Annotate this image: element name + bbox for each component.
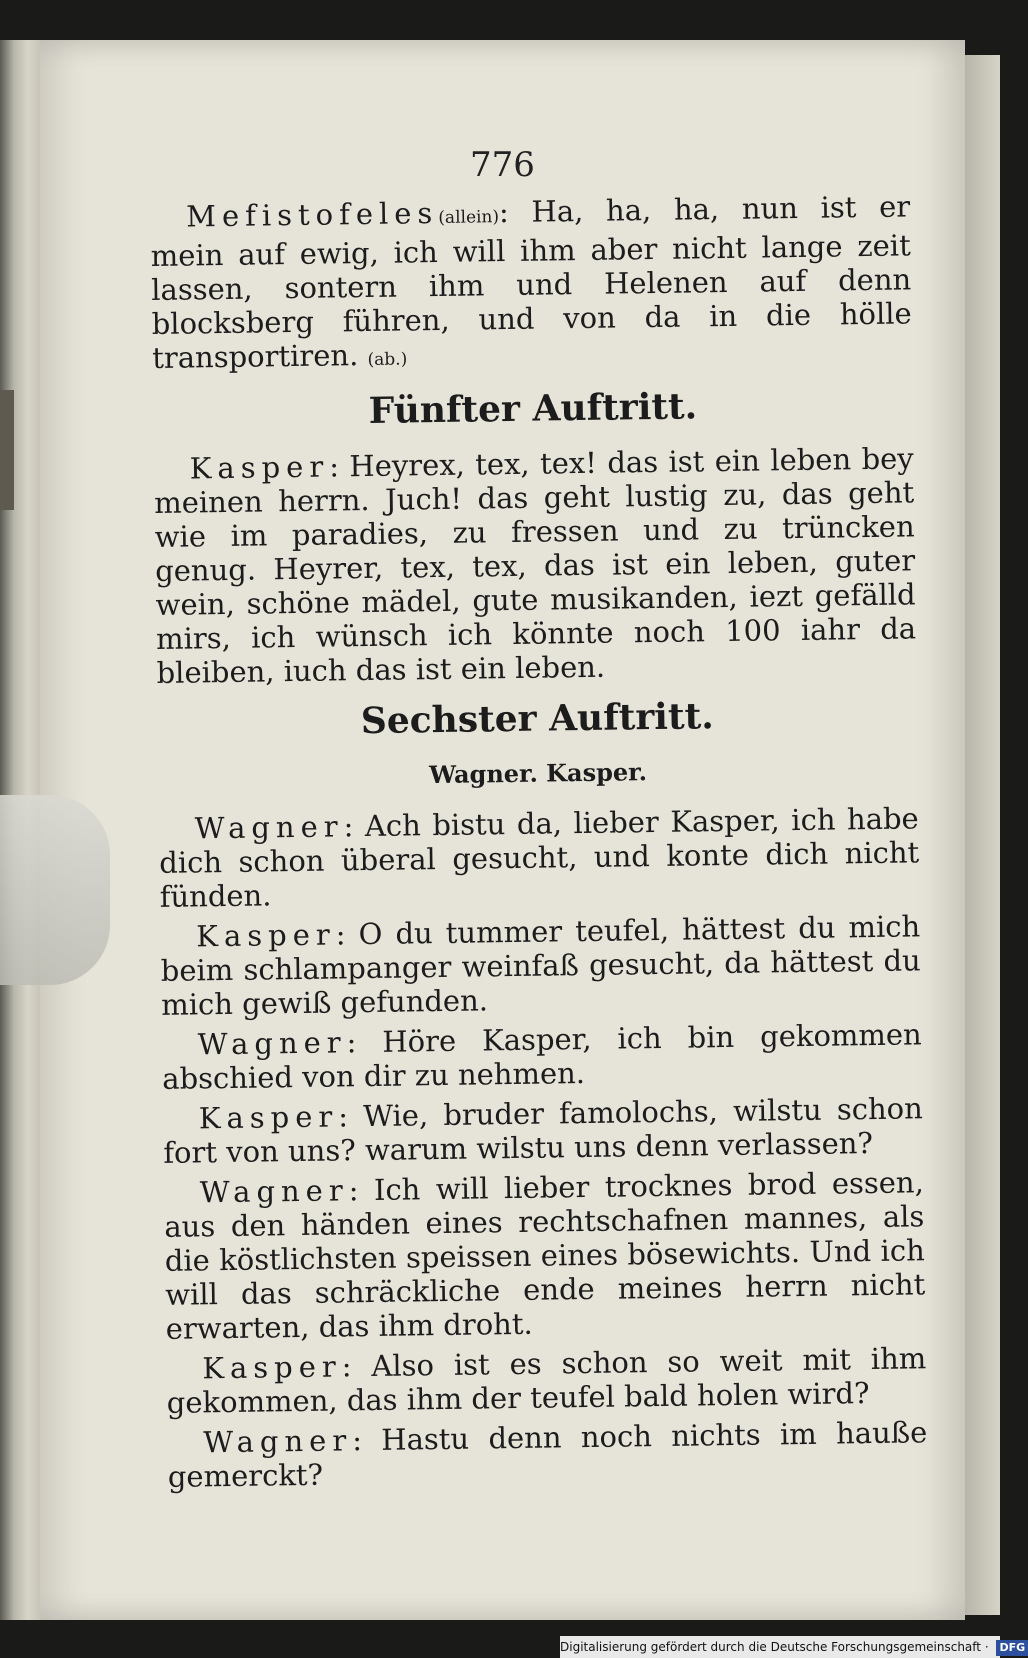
dialogue-paragraph [164, 1165, 926, 1346]
speaker-name: Mefistofeles [185, 195, 439, 234]
dialogue-text: : Höre Kasper, ich bin gekommen abschied von dir zu nehmen. [162, 1017, 922, 1096]
scene-heading: Fünfter Auftritt. [368, 385, 698, 432]
speaker-name: Kasper [198, 1099, 339, 1136]
scene-heading: Sechster Auftritt. [360, 695, 715, 743]
speaker-name: Wagner [203, 1423, 353, 1460]
dialogue-paragraph [154, 441, 917, 690]
speaker-name: Wagner [194, 809, 344, 846]
dialogue-text: : Ich will lieber trocknes brod essen, aus den händen eines rechtschafnen mannes, als die köstlichsten speissen eines bösewichts. Und ich will das schräckliche ende meines herrn nicht erwarten, das ihm droht. [164, 1165, 926, 1346]
page-number: 776 [470, 145, 535, 185]
scene-persons: Wagner. Kasper. [428, 757, 648, 790]
dialogue-text: : Wie, bruder famolochs, wilstu schon fort von uns? warum wilstu uns denn verlassen? [163, 1091, 923, 1170]
stage-direction: (allein) [438, 207, 500, 228]
speaker-name: Kasper [189, 449, 330, 486]
dialogue-paragraph [150, 189, 912, 380]
dfg-logo: DFG [996, 1640, 1028, 1656]
dialogue-text: : Heyrex, tex, tex! das ist ein leben bey meinen herrn. Juch! das geht lustig zu, das geht wie im paradies, zu fressen und zu trüncken genug. Heyrer, tex, tex, das ist ein leben, guter wein, schöne mädel, gute musikanden, iezt gefälld mirs, ich wünsch ich könnte noch 100 iahr da bleiben, iuch das ist ein leben. [153, 441, 917, 690]
book-clamp [0, 795, 110, 985]
speaker-name: Kasper [202, 1349, 342, 1386]
dialogue-text: : Ha, ha, ha, nun ist er mein auf ewig, ich will ihm aber nicht lange zeit lassen, sontern ihm und Helenen auf denn blocksberg führen, und von da in die hölle transportiren. [150, 189, 912, 375]
right-page-edge [965, 55, 1000, 1615]
dialogue-paragraph [159, 801, 920, 914]
dialogue-text: : Hastu denn noch nichts im hauße gemerckt? [167, 1415, 928, 1494]
speaker-name: Wagner [199, 1173, 349, 1210]
dialogue-paragraph [167, 1415, 928, 1494]
footer-text: Digitalisierung gefördert durch die Deutsche Forschungsgemeinschaft · [560, 1640, 989, 1654]
dialogue-paragraph [166, 1341, 927, 1420]
dialogue-paragraph [162, 1017, 923, 1096]
dialogue-paragraph [163, 1091, 924, 1170]
dialogue-paragraph [160, 909, 921, 1022]
bookmark-marker [0, 390, 14, 510]
page-text [150, 189, 928, 1499]
dialogue-text: : Also ist es schon so weit mit ihm gekommen, das ihm der teufel bald holen wird? [166, 1341, 927, 1420]
dialogue-text: : O du tummer teufel, hättest du mich beim schlampanger weinfaß gesucht, da hättest du mich gewiß gefunden. [160, 909, 921, 1022]
footer-credit [560, 1636, 1026, 1658]
speaker-name: Wagner [197, 1025, 347, 1062]
speaker-name: Kasper [196, 917, 336, 954]
exit-direction: (ab.) [367, 349, 408, 370]
dialogue-text: : Ach bistu da, lieber Kasper, ich habe dich schon überal gesucht, und konte dich nicht fünden. [159, 801, 920, 914]
